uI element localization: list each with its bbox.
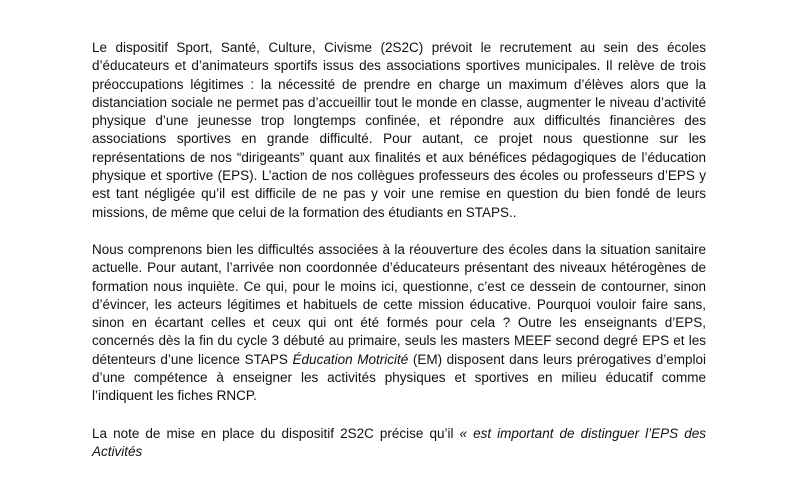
paragraph-3 xyxy=(92,425,706,462)
paragraph-1: Le dispositif Sport, Santé, Culture, Civisme (2S2C) prévoit le recrutement au sein des écoles d’éducateurs et d’animateurs sportifs issus des associations sportives municipales. Il relève de trois préoccupations légitimes : la nécessité de prendre en charge un maximum d’élèves alors que la distanciation sociale ne permet pas d’accueillir tout le monde en classe, augmenter le niveau d’activité physique d’une jeunesse trop longtemps confinée, et répondre aux difficultés financières des associations sportives en grande difficulté. Pour autant, ce projet nous questionne sur les représentations de nos “dirigeants” quant aux finalités et aux bénéfices pédagogiques de l’éducation physique et sportive (EPS). L’action de nos collègues professeurs des écoles ou professeurs d’EPS y est tant négligée qu’il est difficile de ne pas y voir une remise en question du bien fondé de leurs missions, de même que celui de la formation des étudiants en STAPS.. xyxy=(92,40,706,220)
paragraph-3-start: La note de mise en place du dispositif 2S2C précise qu’il xyxy=(92,425,460,441)
paragraph-2-start: Nous comprenons bien les difficultés associées à la réouverture des écoles dans la situation sanitaire actuelle. Pour autant, l’arrivée non coordonnée d’éducateurs présentant des niveaux hétérogènes de formation nous inquiète. Ce qui, pour le moins ici, questionne, c’est ce dessein de contourner, sinon d’évincer, les acteurs légitimes et habituels de cette mission éducative. Pourquoi vouloir faire sans, sinon en écartant celles et ceux qui ont été formés pour cela ? Outre les enseignants d’EPS, concernés dès la fin du cycle 3 débuté au primaire, seuls les masters MEEF second degré EPS et les détenteurs d’une licence STAPS xyxy=(92,241,706,367)
paragraph-2-italic: Éducation Motricité xyxy=(292,351,409,367)
paragraph-3-quote: « est important de distinguer l’EPS des Activités xyxy=(92,425,706,459)
cut-off-heading xyxy=(150,0,670,7)
document-body xyxy=(92,39,706,480)
paragraph-2 xyxy=(92,241,706,406)
paragraph-2-end: (EM) disposent dans leurs prérogatives d’emploi d’une compétence à enseigner les activités physiques et sportives en milieu éducatif comme l’indiquent les fiches RNCP. xyxy=(92,351,706,404)
